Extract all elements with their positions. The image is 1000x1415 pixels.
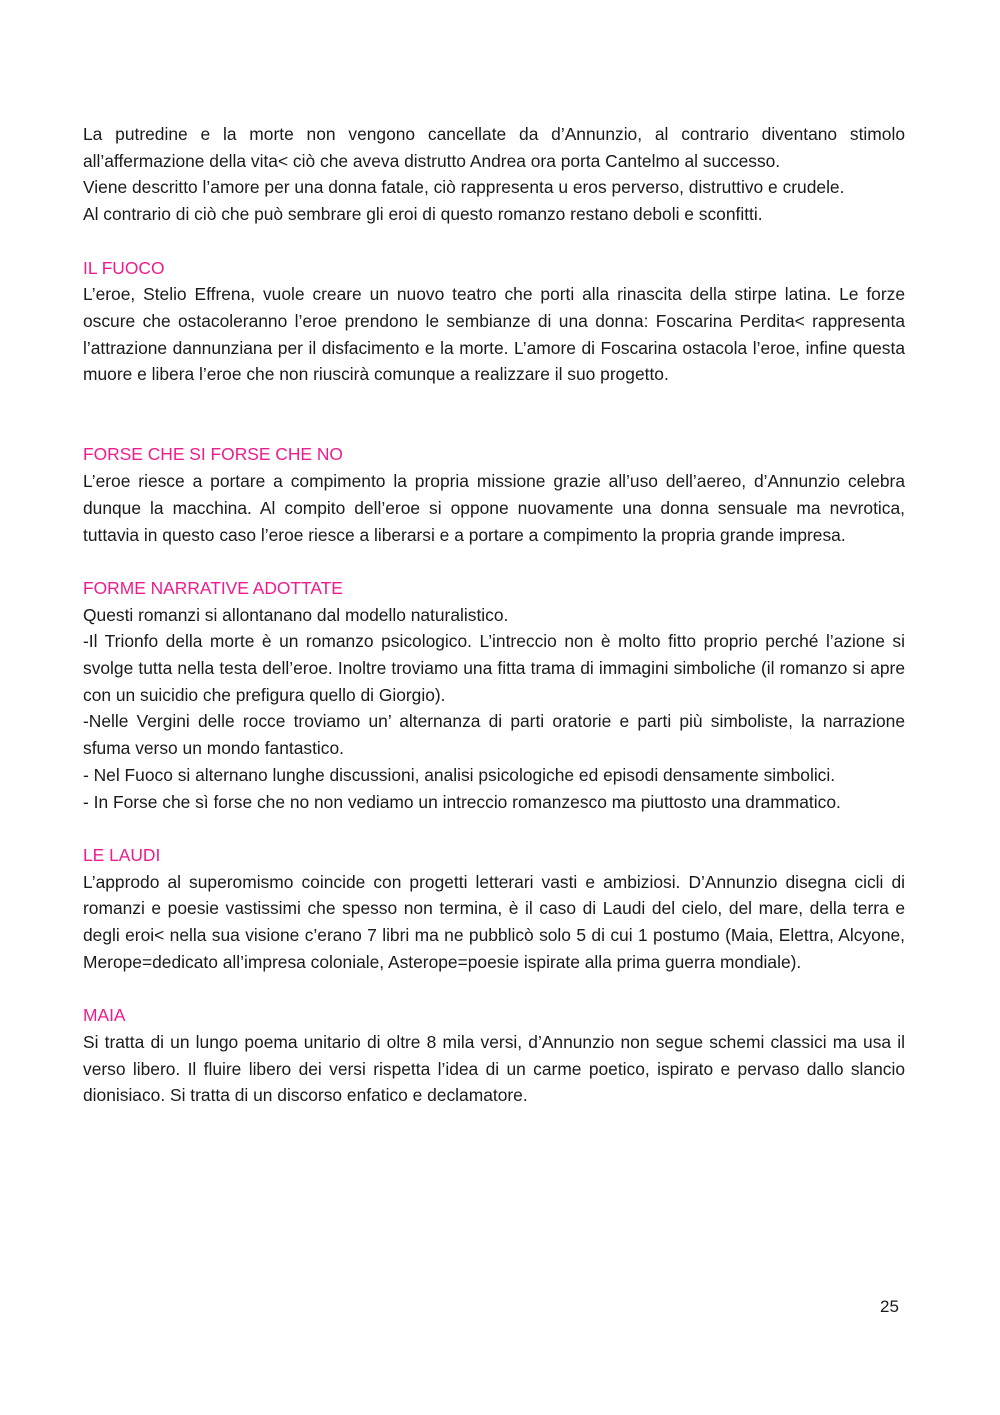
section-forme-narrative [83,575,905,815]
section-paragraph: - Nel Fuoco si alternano lunghe discussioni, analisi psicologiche ed episodi densamente simbolici. [83,764,836,785]
intro-paragraph: La putredine e la morte non vengono cancellate da d’Annunzio, al contrario diventano stimolo all’affermazione della vita< ciò che aveva distrutto Andrea ora porta Cantelmo al successo. [83,124,905,171]
intro-paragraph: Viene descritto l’amore per una donna fatale, ciò rappresenta u eros perverso, distruttivo e crudele. [83,177,845,198]
section-heading: FORME NARRATIVE ADOTTATE [83,577,343,598]
section-heading: IL FUOCO [83,257,165,278]
section-il-fuoco [83,255,905,389]
document-page [83,121,905,1109]
section-heading: MAIA [83,1005,126,1026]
section-forse-che-si [83,441,905,548]
section-paragraph: -Il Trionfo della morte è un romanzo psicologico. L’intreccio non è molto fitto proprio perché l’azione si svolge tutta nella testa dell’eroe. Inoltre troviamo una fitta trama di immagini simboliche (il romanzo si apre con un suicidio che prefigura quello di Giorgio). [83,631,905,705]
section-heading: FORSE CHE SI FORSE CHE NO [83,444,343,465]
section-paragraph: -Nelle Vergini delle rocce troviamo un’ alternanza di parti oratorie e parti più simboliste, la narrazione sfuma verso un mondo fantastico. [83,711,905,759]
section-paragraph: Questi romanzi si allontanano dal modello naturalistico. [83,604,509,625]
intro-block [83,121,905,228]
page-number: 25 [880,1297,899,1316]
section-paragraph: Si tratta di un lungo poema unitario di oltre 8 mila versi, d’Annunzio non segue schemi classici ma usa il verso libero. Il fluire libero dei versi rispetta l’idea di un carme poetico, ispirato e pervaso dallo slancio dionisiaco. Si tratta di un discorso enfatico e declamatore. [83,1031,905,1106]
intro-paragraph: Al contrario di ciò che può sembrare gli eroi di questo romanzo restano deboli e sconfitti. [83,204,763,225]
section-le-laudi [83,842,905,976]
section-paragraph: L’approdo al superomismo coincide con progetti letterari vasti e ambiziosi. D’Annunzio disegna cicli di romanzi e poesie vastissimi che spesso non termina, è il caso di Laudi del cielo, del mare, della terra e degli eroi< nella sua visione c’erano 7 libri ma ne pubblicò solo 5 di cui 1 postumo (Maia, Elettra, Alcyone, Merope=dedicato all’impresa coloniale, Asterope=poesie ispirate alla prima guerra mondiale). [83,871,905,972]
section-maia [83,1002,905,1109]
section-paragraph: - In Forse che sì forse che no non vediamo un intreccio romanzesco ma piuttosto una drammatico. [83,791,841,812]
section-paragraph: L’eroe, Stelio Effrena, vuole creare un nuovo teatro che porti alla rinascita della stirpe latina. Le forze oscure che ostacoleranno l’eroe prendono le sembianze di una donna: Foscarina Perdita< rappresenta l’attrazione dannunziana per il disfacimento e la morte. L’amore di Foscarina ostacola l’eroe, infine questa muore e libera l’eroe che non riuscirà comunque a realizzare il suo progetto. [83,284,905,385]
section-paragraph: L’eroe riesce a portare a compimento la propria missione grazie all’uso dell’aereo, d’Annunzio celebra dunque la macchina. Al compito dell’eroe si oppone nuovamente una donna sensuale ma nevrotica, tuttavia in questo caso l’eroe riesce a liberarsi e a portare a compimento la propria grande impresa. [83,471,905,545]
section-heading: LE LAUDI [83,844,161,865]
